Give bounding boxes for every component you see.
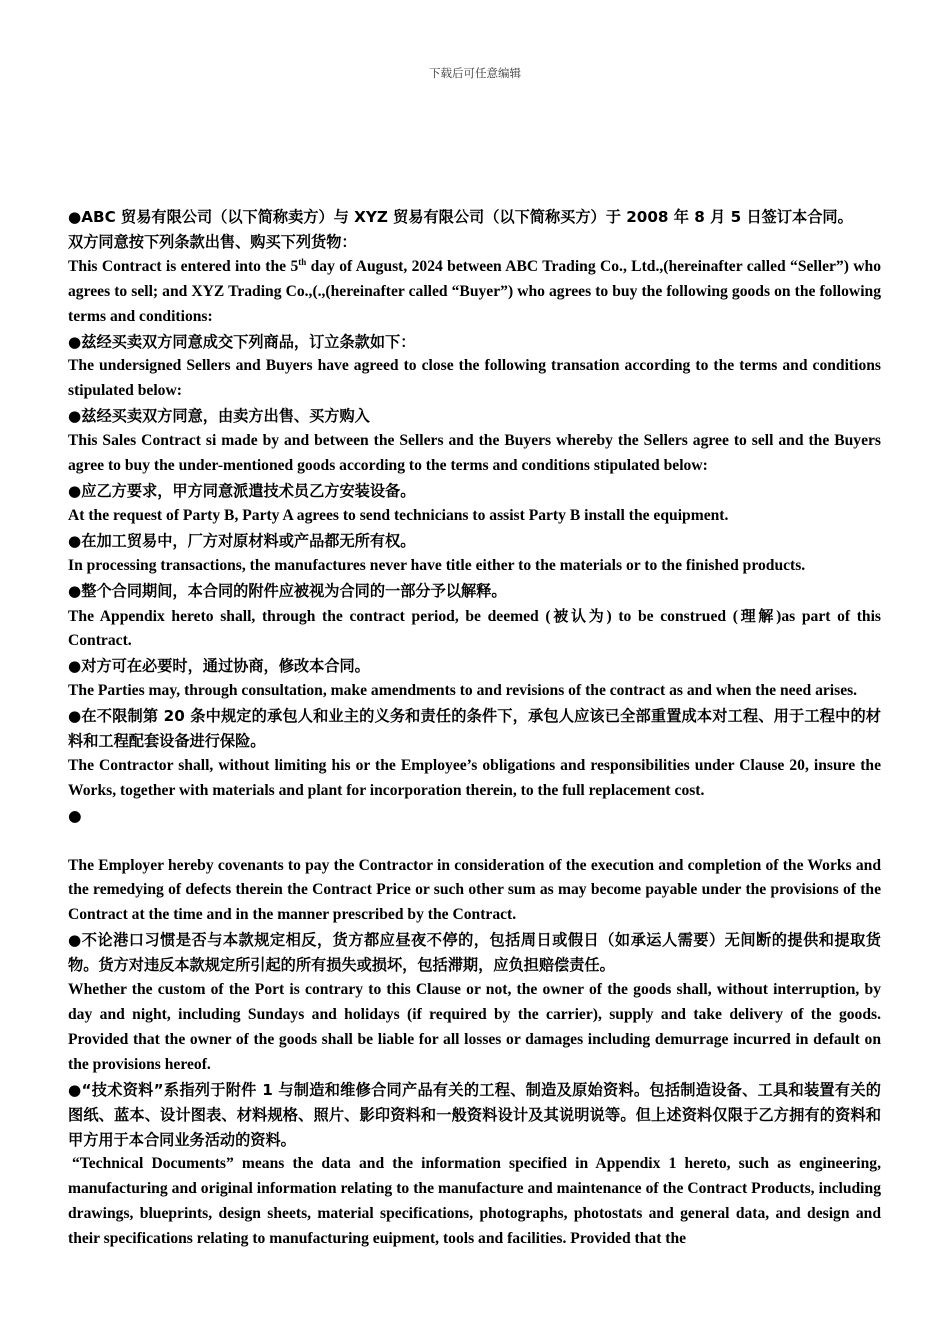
clause-6-en-part-a: The Appendix hereto shall, through the contract period, be deemed ( bbox=[68, 607, 551, 625]
clause-1-zh-line1: ●ABC 贸易有限公司（以下简称卖方）与 XYZ 贸易有限公司（以下简称买方）于 2008 年 8 月 5 日签订本合同。 bbox=[68, 208, 853, 226]
clause-10-en: Whether the custom of the Port is contrary to this Clause or not, the owner of the goods shall, without interruption, by day and night, including Sundays and holidays (if required by the carrier), supply and take delivery of the goods. Provided that the owner of the goods shall be liable for all losses or damages including demurrage incurred in default on the provisions hereof. bbox=[68, 981, 881, 1073]
clause-2-zh: ●兹经买卖双方同意成交下列商品，订立条款如下： bbox=[68, 332, 416, 351]
clause-5-en: In processing transactions, the manufactures never have title either to the materials or to the finished products. bbox=[68, 556, 806, 574]
document-body bbox=[68, 205, 881, 1252]
clause-6-en-part-c: )as part of this Contract. bbox=[68, 607, 881, 650]
clause-5-zh: ●在加工贸易中，厂方对原材料或产品都无所有权。 bbox=[68, 531, 416, 550]
clause-6-en-gloss-2: 理解 bbox=[737, 606, 777, 625]
clause-8-en: The Contractor shall, without limiting his or the Employee’s obligations and responsibilities under Clause 20, insure the Works, together with materials and plant for incorporation therein, to the full replacement cost. bbox=[68, 756, 881, 799]
clause-11-en: “Technical Documents” means the data and the information specified in Appendix 1 hereto, such as engineering, manufacturing and original information relating to the manufacture and maintenance of the Contract Products, including drawings, blueprints, design sheets, material specifications, photographs, photostats and general data, and design and their specifications relating to manufacturing euipment, tools and facilities. Provided that the bbox=[68, 1155, 881, 1248]
clause-2-en: The undersigned Sellers and Buyers have agreed to close the following transation according to the terms and conditions stipulated below: bbox=[68, 357, 881, 400]
clause-1-en-part-a: This Contract is entered into the 5 bbox=[68, 257, 299, 275]
clause-9-en: The Employer hereby covenants to pay the Contractor in consideration of the execution and completion of the Works and the remedying of defects therein the Contract Price or such other sum as may become payable under the provisions of the Contract at the time and in the manner prescribed by the Contract. bbox=[68, 856, 881, 924]
clause-3-zh: ●兹经买卖双方同意，由卖方出售、买方购入 bbox=[68, 407, 370, 426]
clause-7-zh: ●对方可在必要时，通过协商，修改本合同。 bbox=[68, 657, 370, 676]
clause-1-en-sup: th bbox=[298, 256, 307, 267]
clause-3-en: This Sales Contract si made by and between the Sellers and the Buyers whereby the Sellers agree to sell and the Buyers agree to buy the under-mentioned goods according to the terms and conditions stipulated below: bbox=[68, 432, 881, 475]
clause-1-en-part-b: day of August, 2024 between ABC Trading Co., Ltd.,(hereinafter called “Seller”) who agrees to sell; and XYZ Trading Co.,(.,(hereinafter called “Buyer”) who agrees to buy the following goods on the following terms and conditions: bbox=[68, 257, 881, 325]
clause-8-zh: ●在不限制第 20 条中规定的承包人和业主的义务和责任的条件下，承包人应该已全部重置成本对工程、用于工程中的材料和工程配套设备进行保险。 bbox=[68, 707, 881, 751]
blank-line bbox=[68, 829, 881, 854]
clause-6-en-gloss-1: 被认为 bbox=[550, 606, 607, 625]
clause-4-en: At the request of Party B, Party A agrees to send technicians to assist Party B install the equipment. bbox=[68, 506, 729, 524]
header-note: 下载后可任意编辑 bbox=[429, 68, 521, 80]
clause-7-en: The Parties may, through consultation, make amendments to and revisions of the contract as and when the need arises. bbox=[68, 682, 858, 700]
clause-9-bullet: ● bbox=[68, 806, 82, 825]
clause-6-en bbox=[68, 604, 881, 655]
clause-1-en bbox=[68, 255, 881, 330]
clause-10-zh: ●不论港口习惯是否与本款规定相反，货方都应昼夜不停的，包括周日或假日（如承运人需要）无间断的提供和提取货物。货方对违反本款规定所引起的所有损失或损坏，包括滞期，应负担赔偿责任。 bbox=[68, 931, 881, 975]
clause-4-zh: ●应乙方要求，甲方同意派遣技术员乙方安装设备。 bbox=[68, 481, 416, 500]
clause-6-en-part-b: ) to be construed ( bbox=[606, 607, 738, 625]
clause-6-zh: ●整个合同期间，本合同的附件应被视为合同的一部分予以解释。 bbox=[68, 581, 507, 600]
clause-1-zh-line2: 双方同意按下列条款出售、购买下列货物： bbox=[68, 232, 357, 251]
clause-11-zh: ●“技术资料”系指列于附件 1 与制造和维修合同产品有关的工程、制造及原始资料。包括制造设备、工具和装置有关的图纸、蓝本、设计图表、材料规格、照片、影印资料和一般资料设计及其说明说等。但上述资料仅限于乙方拥有的资料和甲方用于本合同业务活动的资料。 bbox=[68, 1080, 881, 1149]
